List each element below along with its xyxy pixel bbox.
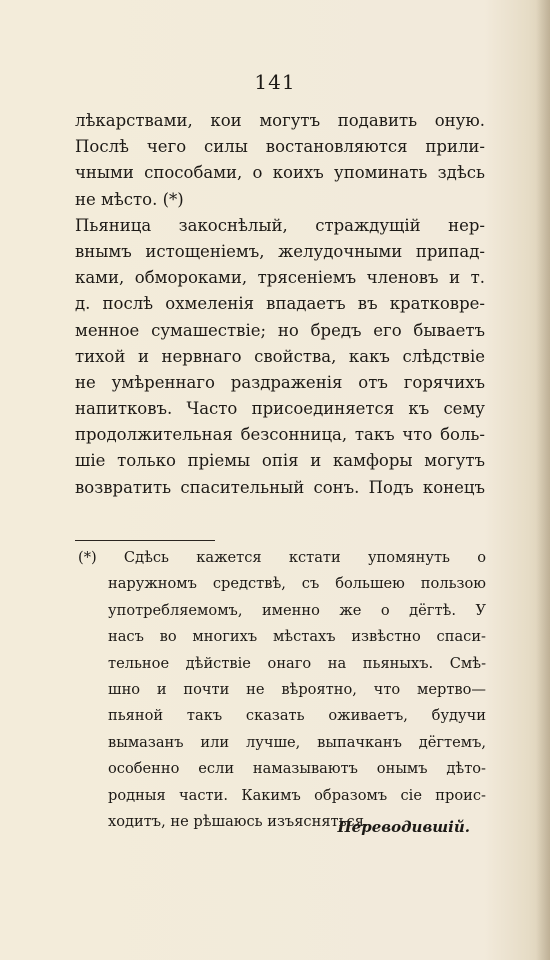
- text-line: шіе только пріемы опія и камфоры могутъ: [75, 451, 485, 471]
- footnote-line: пьяной такъ сказать оживаетъ, будучи: [108, 707, 486, 725]
- footnote-line: (*) Сдѣсь кажется кстати упомянуть о: [78, 549, 486, 566]
- text-line: д. послѣ охмеленія впадаетъ въ кратковре-: [75, 294, 485, 314]
- footnote-line: вымазанъ или лучше, выпачканъ дёгтемъ,: [108, 733, 486, 751]
- footnote-line: насъ во многихъ мѣстахъ извѣстно спаси-: [108, 628, 486, 646]
- footnote-line: шно и почти не вѣроятно, что мертво—: [108, 680, 486, 698]
- text-line: тихой и нервнаго свойства, какъ слѣдствіе: [75, 346, 485, 366]
- text-line: Послѣ чего силы востановляются прили-: [75, 137, 485, 157]
- text-line: возвратить спасительный сонъ. Подъ конецъ: [75, 477, 485, 497]
- translator-signature: Переводившій.: [337, 818, 470, 836]
- page-number: 141: [254, 70, 296, 94]
- footnote-rule: [75, 540, 215, 541]
- text-line: продолжительная безсонница, такъ что боль-: [75, 425, 485, 445]
- text-line: внымъ истощеніемъ, желудочными припад-: [75, 241, 485, 261]
- footnote-line: наружномъ средствѣ, съ большею пользою: [108, 575, 486, 593]
- text-line: ками, обмороками, трясеніемъ членовъ и т.: [75, 268, 485, 288]
- text-line: Пьяница закоснѣлый, страждущій нер-: [75, 215, 485, 235]
- text-line: менное сумашествіе; но бредъ его бываетъ: [75, 320, 485, 340]
- text-line: не умѣреннаго раздраженія отъ горячихъ: [75, 372, 485, 392]
- footnote: [78, 545, 486, 835]
- text-line: чными способами, о коихъ упоминать здѣсь: [75, 163, 485, 183]
- footnote-line: тельное дѣйствіе онаго на пьяныхъ. Смѣ-: [108, 654, 486, 672]
- footnote-line: родныя части. Какимъ образомъ сіе проис-: [108, 786, 486, 804]
- footnote-line: особенно если намазываютъ онымъ дѣто-: [108, 760, 486, 778]
- text-line: напитковъ. Часто присоединяется къ сему: [75, 399, 485, 419]
- text-line: лѣкарствами, кои могутъ подавить оную.: [75, 111, 485, 130]
- footnote-line: ходитъ, не рѣшаюсь изъясняться.: [108, 812, 369, 830]
- page-edge-shadow: [536, 0, 550, 960]
- text-line: не мѣсто. (*): [75, 189, 184, 209]
- footnote-line: употребляемомъ, именно же о дёгтѣ. У: [108, 601, 486, 619]
- main-text: [75, 108, 485, 501]
